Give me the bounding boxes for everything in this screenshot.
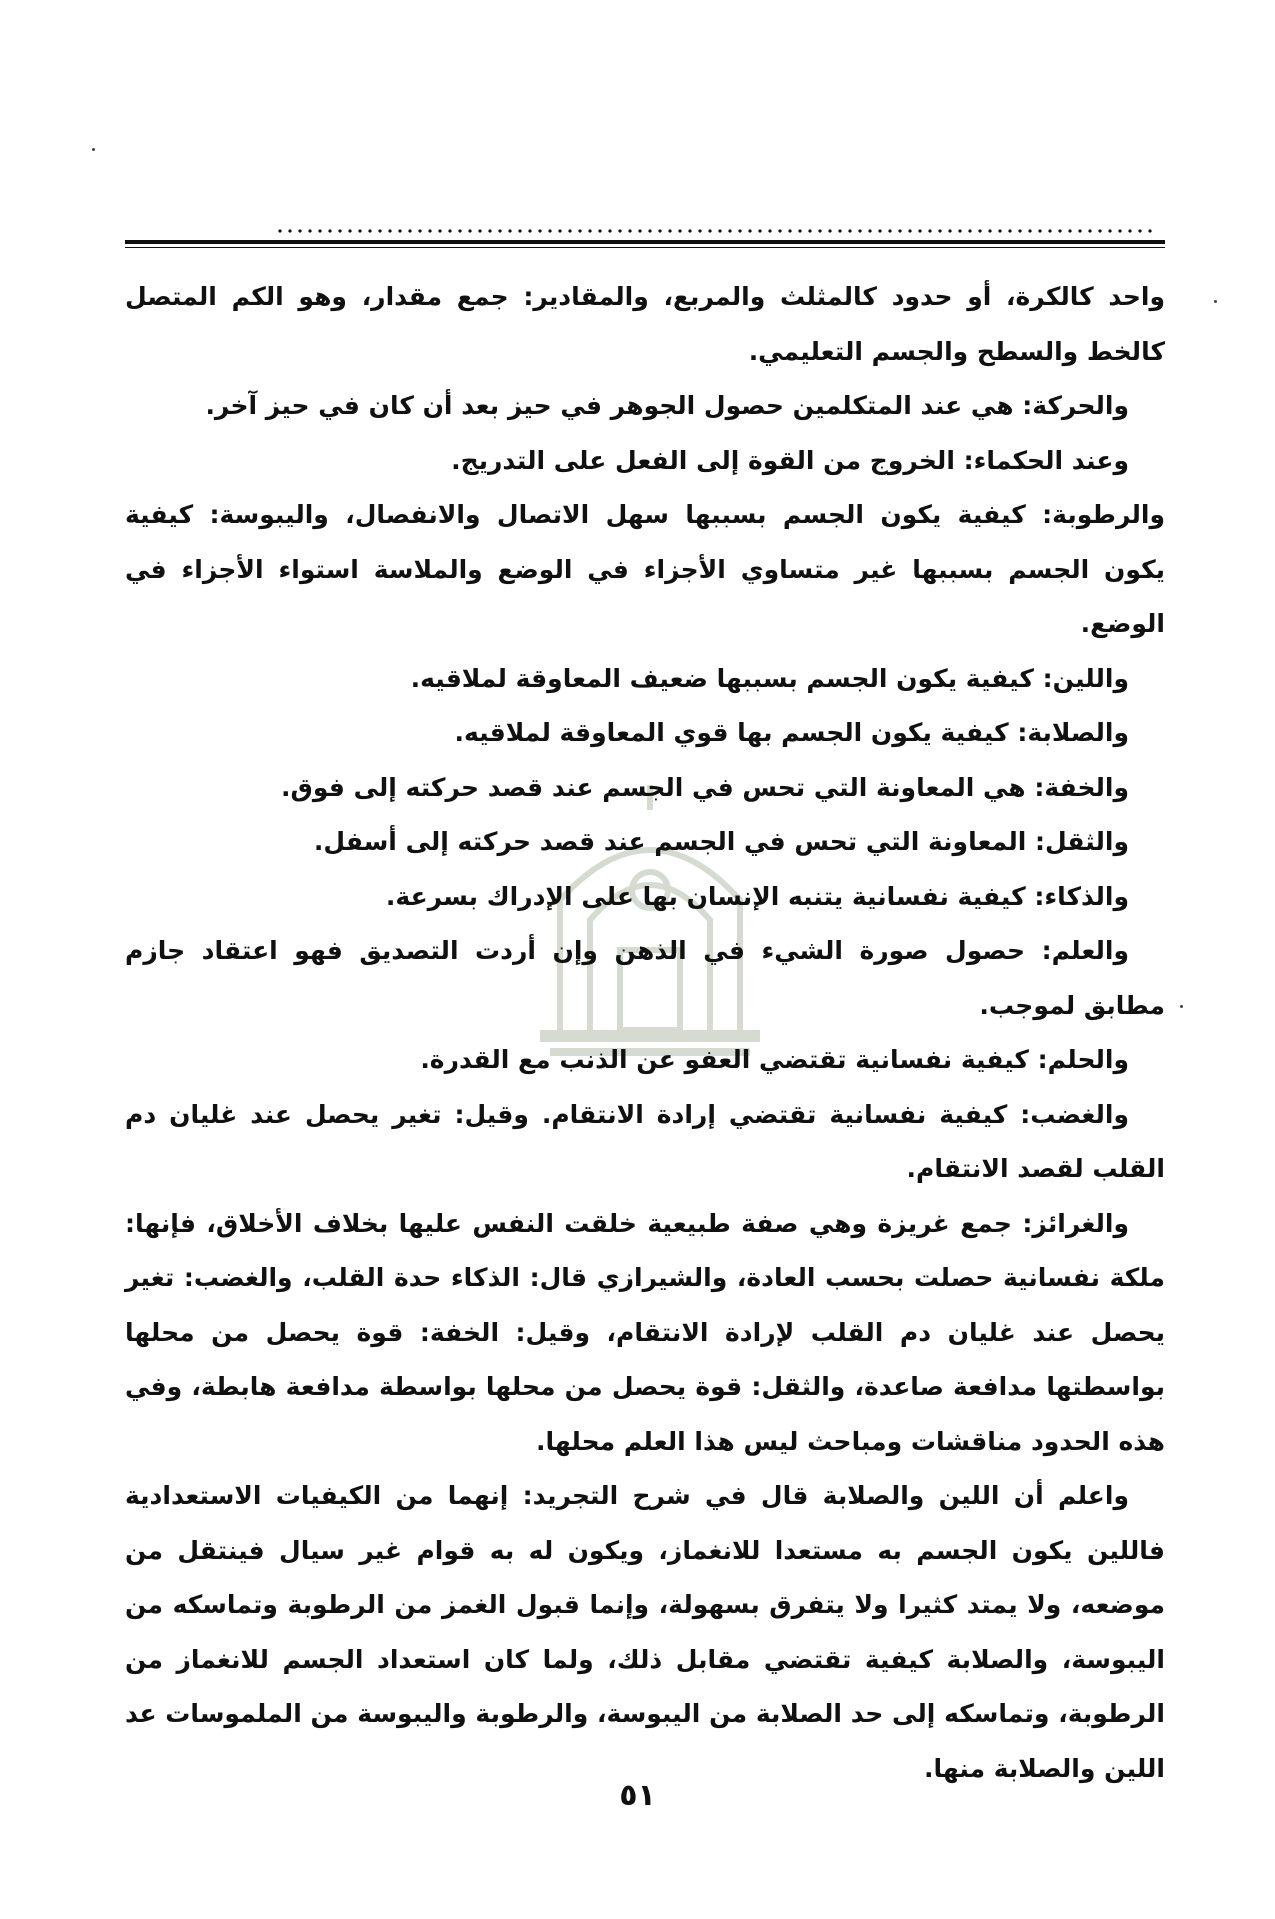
paragraph: والعلم: حصول صورة الشيء في الذهن وإن أردت التصديق فهو اعتقاد جازم مطابق لموجب. xyxy=(125,936,1165,1020)
paragraph: واحد كالكرة، أو حدود كالمثلث والمربع، والمقادير: جمع مقدار، وهو الكم المتصل كالخط والسطح والجسم التعليمي. xyxy=(125,282,1165,366)
scan-speck xyxy=(92,148,95,151)
paragraph: والخفة: هي المعاونة التي تحس في الجسم عند قصد حركته إلى فوق. xyxy=(281,772,1129,802)
page-number: ٥١ xyxy=(619,1778,656,1813)
body-text xyxy=(125,270,1165,1796)
scan-speck xyxy=(1214,300,1217,303)
thick-rule xyxy=(125,240,1165,244)
dotted-line xyxy=(275,228,1155,234)
paragraph: والغرائز: جمع غريزة وهي صفة طبيعية خلقت النفس عليها بخلاف الأخلاق، فإنها: ملكة نفسانية حصلت بحسب العادة، والشيرازي قال: الذكاء حدة القلب، والغضب: تغير يحصل عند غليان دم القلب لإرادة الانتقام، وقيل: الخفة: قوة يحصل من محلها بواسطتها مدافعة صاعدة، والثقل: قوة يحصل من محلها بواسطة مدافعة هابطة، وفي هذه الحدود مناقشات ومباحث ليس هذا العلم محلها. xyxy=(125,1208,1165,1456)
paragraph: والغضب: كيفية نفسانية تقتضي إرادة الانتقام. وقيل: تغير يحصل عند غليان دم القلب لقصد الانتقام. xyxy=(125,1099,1165,1183)
paragraph: وعند الحكماء: الخروج من القوة إلى الفعل على التدريج. xyxy=(451,445,1129,475)
paragraph: والحلم: كيفية نفسانية تقتضي العفو عن الذنب مع القدرة. xyxy=(420,1045,1129,1074)
header-rule xyxy=(125,228,1165,252)
paragraph: والرطوبة: كيفية يكون الجسم بسببها سهل الاتصال والانفصال، واليبوسة: كيفية يكون الجسم بسببها غير متساوي الأجزاء في الوضع والملاسة استواء الأجزاء في الوضع. xyxy=(125,500,1165,638)
paragraph: واللين: كيفية يكون الجسم بسببها ضعيف المعاوقة لملاقيه. xyxy=(410,663,1129,693)
paragraph: والصلابة: كيفية يكون الجسم بها قوي المعاوقة لملاقيه. xyxy=(454,718,1129,747)
thin-rule xyxy=(125,247,1165,248)
scan-speck xyxy=(1180,1005,1183,1008)
paragraph: والحركة: هي عند المتكلمين حصول الجوهر في حيز بعد أن كان في حيز آخر. xyxy=(205,391,1129,420)
paragraph: والذكاء: كيفية نفسانية يتنبه الإنسان بها على الإدراك بسرعة. xyxy=(385,881,1129,911)
paragraph: واعلم أن اللين والصلابة قال في شرح التجريد: إنهما من الكيفيات الاستعدادية فاللين يكون الجسم به مستعدا للانغماز، ويكون له به قوام غير سيال فينتقل من موضعه، ولا يمتد كثيرا ولا يتفرق بسهولة، وإنما قبول الغمز من الرطوبة وتماسكه من اليبوسة، والصلابة كيفية تقتضي مقابل ذلك، ولما كان استعداد الجسم للانغماز من الرطوبة، وتماسكه إلى حد الصلابة من اليبوسة، والرطوبة واليبوسة من الملموسات عد اللين والصلابة منها. xyxy=(125,1481,1165,1783)
paragraph: والثقل: المعاونة التي تحس في الجسم عند قصد حركته إلى أسفل. xyxy=(313,827,1129,856)
